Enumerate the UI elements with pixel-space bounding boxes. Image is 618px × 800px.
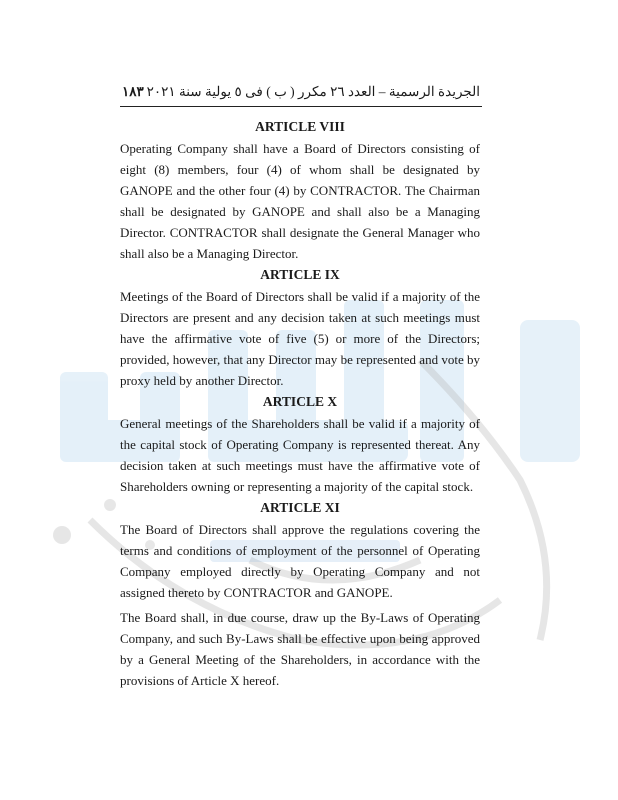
article-heading: ARTICLE XI <box>260 500 340 515</box>
article-paragraph: Meetings of the Board of Directors shall be valid if a majority of the Directors are present and any decision taken at such meetings must have the affirmative vote of five (5) or more of the Directors; provided, however, that any Director may be represented and vote by proxy held by another Director. <box>120 289 480 388</box>
article-heading: ARTICLE IX <box>260 267 340 282</box>
article-heading: ARTICLE X <box>262 394 338 409</box>
page-number: ١٨٣ <box>122 84 144 99</box>
article-paragraph: General meetings of the Shareholders shall be valid if a majority of the capital stock of Operating Company is represented thereat. Any decision taken at such meetings must have the affirmative vote of Shareholders owning or representing a majority of the capital stock. <box>120 416 480 494</box>
article-paragraph: Operating Company shall have a Board of Directors consisting of eight (8) members, four (4) of whom shall be designated by GANOPE and the other four (4) by CONTRACTOR. The Chairman shall be designated by GANOPE and shall also be a Managing Director. CONTRACTOR shall designate the General Manager who shall also be a Managing Director. <box>120 141 480 261</box>
header-divider <box>120 106 482 107</box>
article-heading: ARTICLE VIII <box>255 119 345 134</box>
article-paragraph: The Board of Directors shall approve the regulations covering the terms and conditions of employment of the personnel of Operating Company employed directly by Operating Company and not assigned thereto by CONTRACTOR and GANOPE. <box>120 522 480 600</box>
gazette-title: الجريدة الرسمية – العدد ٢٦ مكرر ( ب ) فى ٥ يولية سنة ٢٠٢١ <box>146 84 480 99</box>
page-header <box>120 84 480 106</box>
document-body <box>120 116 480 691</box>
article-paragraph: The Board shall, in due course, draw up the By-Laws of Operating Company, and such By-Laws shall be effective upon being approved by a General Meeting of the Shareholders, in accordance with the provisions of Article X hereof. <box>120 610 480 688</box>
